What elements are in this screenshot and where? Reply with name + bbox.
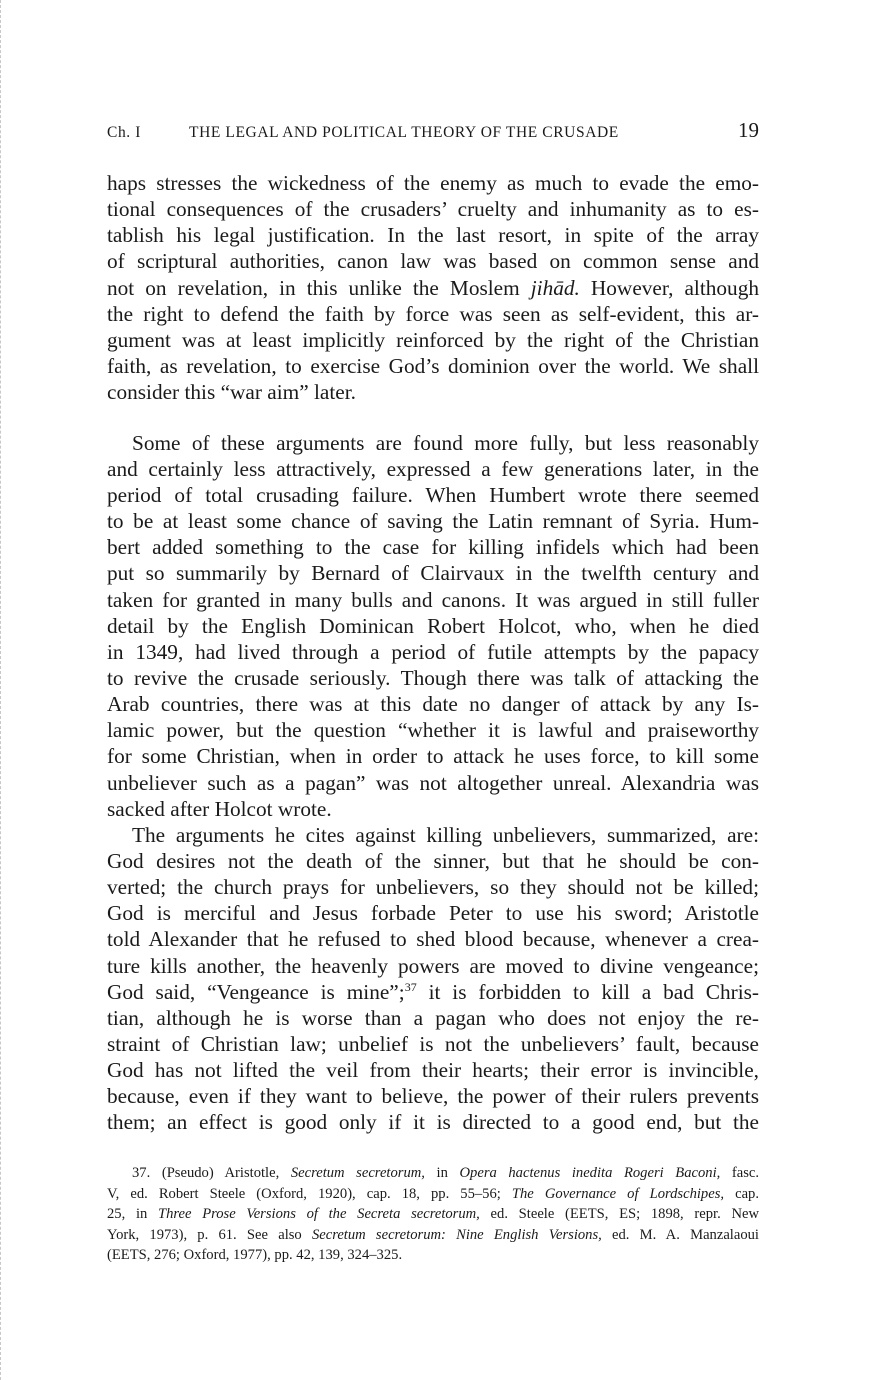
footnote-title: Opera hactenus inedita Rogeri Baconi, [459, 1165, 721, 1181]
text-line: gument was at least implicitly reinforced by the right of the Christian [107, 327, 759, 352]
text-line: them; an effect is good only if it is directed to a good end, but the [107, 1110, 759, 1135]
page-number: 19 [738, 118, 759, 142]
footnote-segment: cap. [724, 1185, 759, 1202]
footnote-title: The Governance of Lordschipes, [511, 1185, 725, 1202]
text-segment: not on revelation, in this unlike the Moslem [107, 275, 531, 300]
section-break [107, 405, 759, 430]
text-line: detail by the English Dominican Robert Holcot, who, when he died [107, 613, 759, 638]
text-line: Some of these arguments are found more fully, but less reasonably [132, 430, 759, 455]
paragraph-3 [107, 822, 759, 1136]
footnote-segment: ed. M. A. Manzalaoui [601, 1226, 759, 1243]
text-line: tian, although he is worse than a pagan who does not enjoy the re- [107, 1005, 759, 1030]
footnote-segment: York, 1973), p. 61. See also [107, 1226, 312, 1243]
text-line: period of total crusading failure. When Humbert wrote there seemed [107, 483, 759, 508]
text-line: taken for granted in many bulls and canons. It was argued in still fuller [107, 587, 759, 612]
text-line: God has not lifted the veil from their hearts; their error is invincible, [107, 1058, 759, 1083]
text-line: and certainly less attractively, expressed a few generations later, in the [107, 456, 759, 481]
footnote-segment: in [424, 1165, 460, 1181]
italic-term-jihad: jihād. [530, 275, 580, 300]
text-line: unbeliever such as a pagan” was not altogether unreal. Alexandria was [107, 770, 759, 795]
text-line: straint of Christian law; unbelief is not the unbelievers’ fault, because [107, 1032, 759, 1056]
text-line: lamic power, but the question “whether it is lawful and praiseworthy [107, 718, 759, 743]
footnote-segment: V, ed. Robert Steele (Oxford, 1920), cap. 18, pp. 55–56; [107, 1185, 512, 1202]
footnote-title: Secretum secretorum: Nine English Versions, [311, 1226, 602, 1243]
text-line: of scriptural authorities, canon law was based on common sense and [107, 249, 759, 274]
scan-edge-artifact [0, 0, 4, 1380]
text-line: faith, as revelation, to exercise God’s dominion over the world. We shall [107, 353, 759, 378]
text-line: for some Christian, when in order to attack he uses force, to kill some [107, 744, 759, 769]
footnote-segment: fasc. [720, 1165, 760, 1181]
footnotes [107, 1163, 759, 1266]
footnote-line [107, 1204, 759, 1225]
paragraph-1 [107, 170, 759, 405]
text-line: the right to defend the faith by force was seen as self-evident, this ar- [107, 301, 759, 326]
footnote-segment: 37. (Pseudo) Aristotle, [132, 1165, 291, 1181]
running-title: THE LEGAL AND POLITICAL THEORY OF THE CRUSADE [189, 124, 619, 141]
footnote-title: Three Prose Versions of the Secreta secretorum, [158, 1206, 480, 1223]
footnote-title: Secretum secretorum, [290, 1165, 425, 1181]
body-text [107, 170, 759, 1136]
text-line: to be at least some chance of saving the Latin remnant of Syria. Hum- [107, 509, 759, 534]
text-line: God desires not the death of the sinner, but that he should be con- [107, 849, 759, 874]
text-line: Arab countries, there was at this date no danger of attack by any Is- [107, 692, 759, 717]
text-line: The arguments he cites against killing unbelievers, summarized, are: [132, 822, 759, 847]
text-line: because, even if they want to believe, the power of their rulers prevents [107, 1084, 759, 1109]
text-line: God is merciful and Jesus forbade Peter to use his sword; Aristotle [107, 901, 759, 926]
footnote-line [107, 1163, 759, 1184]
text-line [107, 979, 759, 1005]
text-line: ture kills another, the heavenly powers are moved to divine vengeance; [107, 953, 759, 978]
paragraph-2 [107, 430, 759, 822]
text-segment: God said, “Vengeance is mine”; [107, 979, 405, 1004]
text-line: bert added something to the case for killing infidels which had been [107, 535, 759, 560]
text-line: in 1349, had lived through a period of futile attempts by the papacy [107, 639, 759, 664]
footnote-segment: ed. Steele (EETS, ES; 1898, repr. New [479, 1206, 760, 1223]
chapter-label: Ch. I [107, 124, 141, 141]
text-line: sacked after Holcot wrote. [107, 796, 332, 821]
text-line: told Alexander that he refused to shed blood because, whenever a crea- [107, 927, 759, 952]
text-segment: it is forbidden to kill a bad Chris- [416, 979, 759, 1004]
running-head [107, 116, 761, 146]
text-line: haps stresses the wickedness of the enemy as much to evade the emo- [107, 171, 759, 195]
footnote-line [107, 1184, 759, 1205]
text-line: verted; the church prays for unbelievers, so they should not be killed; [107, 875, 759, 900]
text-line: tablish his legal justification. In the last resort, in spite of the array [107, 223, 759, 248]
text-line: to revive the crusade seriously. Though there was talk of attacking the [107, 666, 759, 691]
text-line [107, 275, 759, 301]
footnote-segment: 25, in [107, 1206, 158, 1223]
text-line: tional consequences of the crusaders’ cruelty and inhumanity as to es- [107, 197, 759, 222]
text-line: put so summarily by Bernard of Clairvaux in the twelfth century and [107, 561, 759, 586]
footnote-line: (EETS, 276; Oxford, 1977), pp. 42, 139, 324–325. [107, 1247, 403, 1264]
text-segment: However, although [579, 275, 760, 300]
footnote-marker-37[interactable]: 37 [404, 979, 417, 994]
footnote-line [107, 1225, 759, 1246]
text-line: consider this “war aim” later. [107, 380, 356, 405]
